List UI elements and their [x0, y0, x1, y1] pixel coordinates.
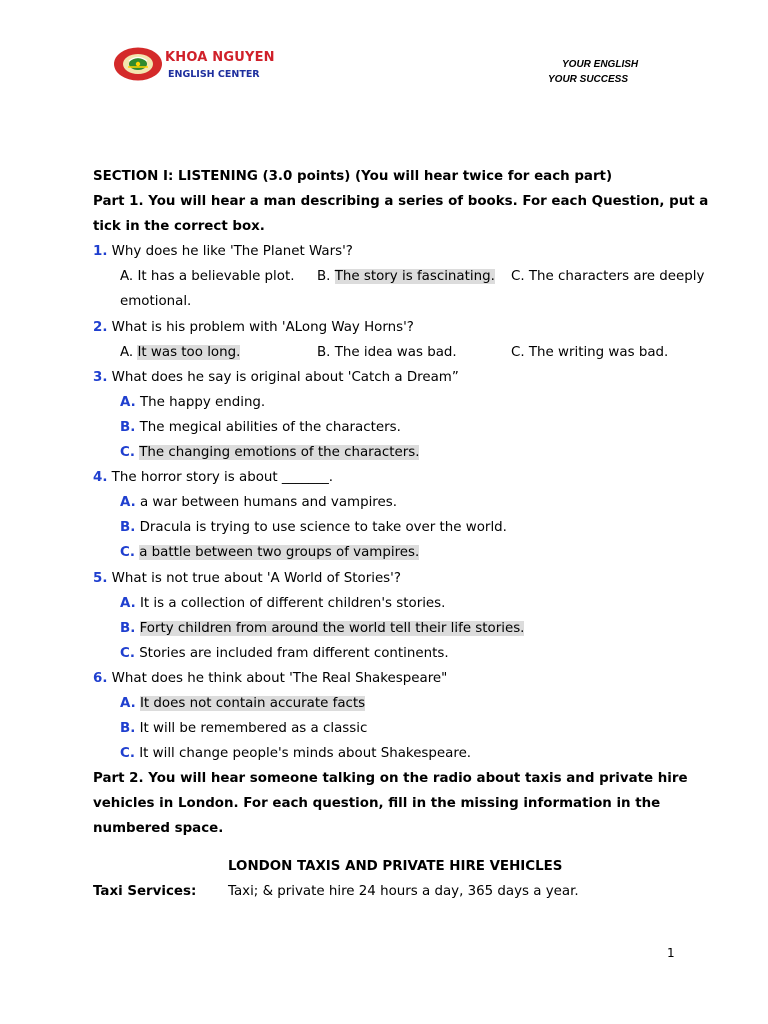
- option-6b[interactable]: B. It will be remembered as a classic: [120, 721, 368, 737]
- part1-instruction-line1: Part 1. You will hear a man describing a series of books. For each Question, put a: [93, 194, 709, 210]
- option-5a[interactable]: A. It is a collection of different children's stories.: [120, 595, 446, 611]
- option-2c[interactable]: C. The writing was bad.: [511, 344, 669, 360]
- slogan: [548, 57, 638, 87]
- question-5: 5. What is not true about 'A World of Stories'?: [93, 570, 401, 586]
- part2-instruction-line2: vehicles in London. For each question, fill in the missing information in the: [93, 796, 661, 812]
- option-2b[interactable]: B. The idea was bad.: [317, 344, 457, 360]
- option-6a[interactable]: A. It does not contain accurate facts: [120, 695, 366, 711]
- question-3: 3. What does he say is original about 'Catch a Dream”: [93, 369, 459, 385]
- taxi-services-row: [93, 879, 723, 904]
- option-6c[interactable]: C. It will change people's minds about Shakespeare.: [120, 746, 472, 762]
- question-6: 6. What does he think about 'The Real Shakespeare": [93, 670, 448, 686]
- option-1a[interactable]: A. It has a believable plot.: [120, 269, 295, 285]
- option-1b[interactable]: B. The story is fascinating.: [317, 269, 495, 285]
- part1-instruction-line2: tick in the correct box.: [93, 219, 265, 235]
- exam-content: [93, 164, 723, 904]
- question-1-options: [93, 264, 723, 289]
- option-4b[interactable]: B. Dracula is trying to use science to take over the world.: [120, 520, 507, 536]
- question-2-options: [93, 340, 723, 365]
- option-1c-continuation: emotional.: [120, 294, 192, 310]
- option-2a[interactable]: A. It was too long.: [120, 344, 241, 360]
- section-title: SECTION I: LISTENING (3.0 points) (You will hear twice for each part): [93, 169, 613, 184]
- option-1c[interactable]: C. The characters are deeply: [511, 269, 705, 285]
- table-title: LONDON TAXIS AND PRIVATE HIRE VEHICLES: [228, 858, 563, 874]
- option-3a[interactable]: A. The happy ending.: [120, 394, 266, 410]
- slogan-line-2: YOUR SUCCESS: [548, 74, 629, 85]
- slogan-line-1: YOUR ENGLISH: [562, 59, 639, 70]
- option-3b[interactable]: B. The megical abilities of the characters.: [120, 419, 401, 435]
- question-2: 2. What is his problem with 'ALong Way Horns'?: [93, 319, 414, 335]
- taxi-services-label: Taxi Services:: [93, 883, 197, 899]
- part2-instruction-line3: numbered space.: [93, 821, 224, 837]
- khoa-nguyen-logo: [112, 46, 164, 82]
- brand-subtitle: ENGLISH CENTER: [168, 69, 260, 80]
- option-5b[interactable]: B. Forty children from around the world tell their life stories.: [120, 620, 525, 636]
- brand-name: KHOA NGUYEN: [165, 50, 275, 65]
- taxi-services-value: Taxi; & private hire 24 hours a day, 365 days a year.: [228, 883, 579, 899]
- page-header: [0, 0, 768, 110]
- option-5c[interactable]: C. Stories are included fram different continents.: [120, 645, 449, 661]
- option-3c[interactable]: C. The changing emotions of the characters.: [120, 445, 420, 461]
- question-1: 1. Why does he like 'The Planet Wars'?: [93, 244, 353, 260]
- page-number: 1: [667, 946, 675, 960]
- part2-instruction-line1: Part 2. You will hear someone talking on the radio about taxis and private hire: [93, 771, 688, 787]
- option-4a[interactable]: A. a war between humans and vampires.: [120, 495, 397, 511]
- option-4c[interactable]: C. a battle between two groups of vampires.: [120, 545, 420, 561]
- question-4: 4. The horror story is about _______.: [93, 470, 334, 486]
